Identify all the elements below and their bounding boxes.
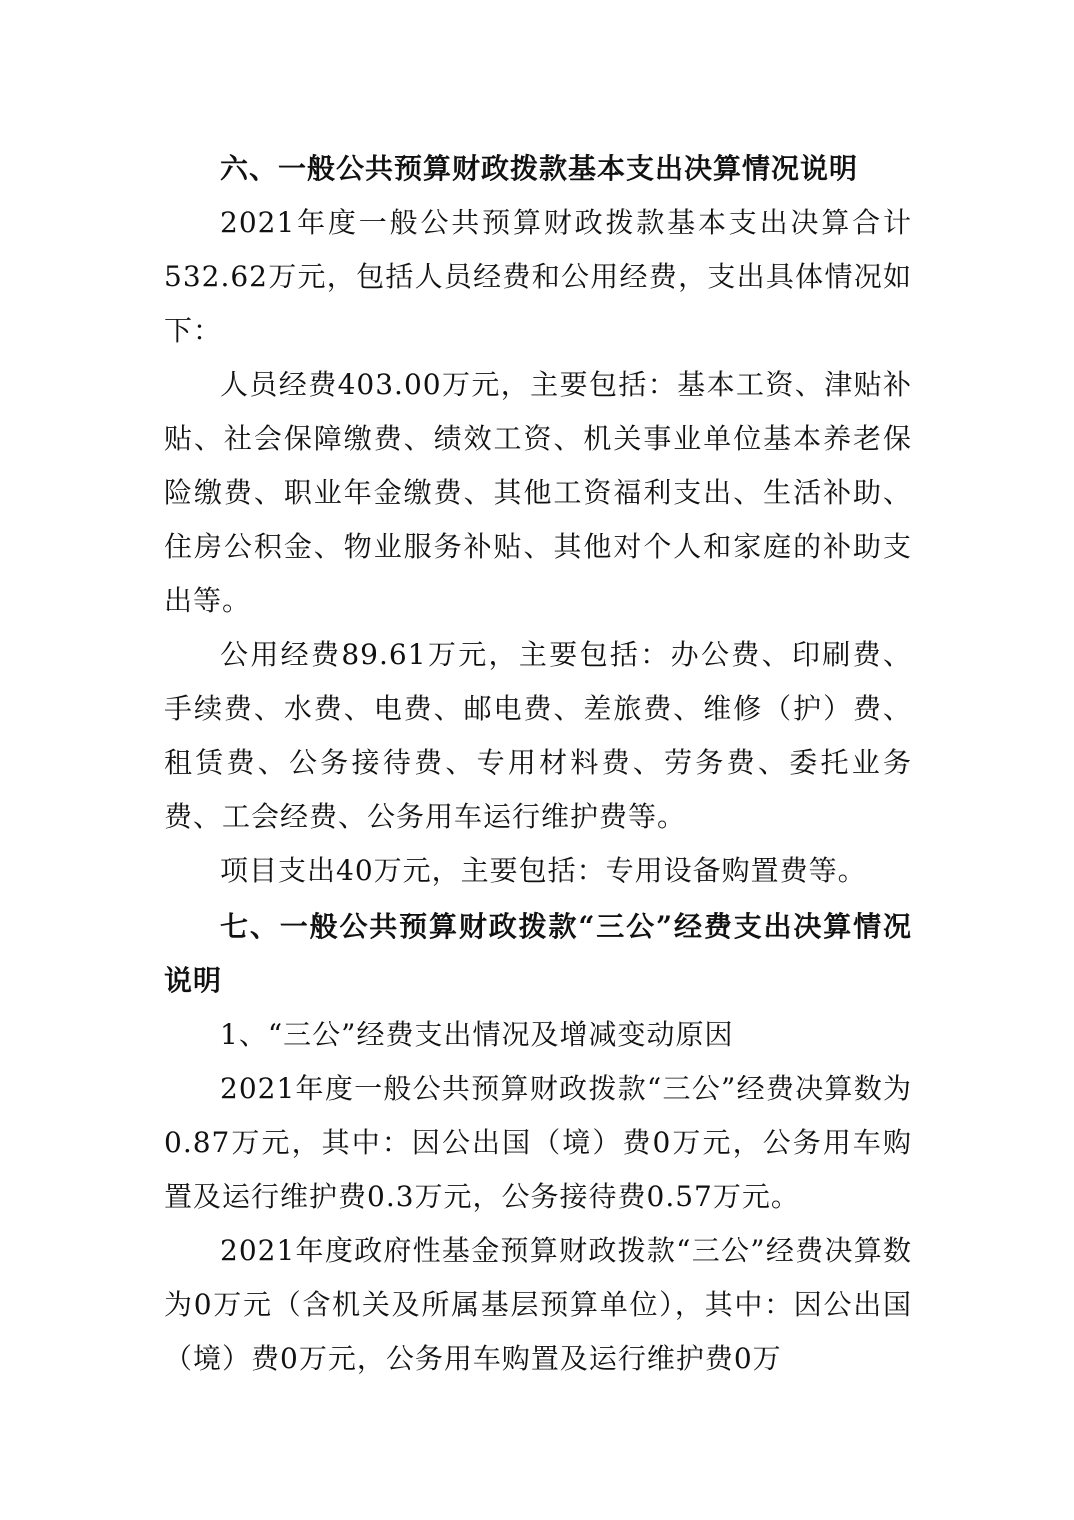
paragraph-project-expenditure: 项目支出40万元，主要包括：专用设备购置费等。: [220, 854, 867, 887]
section-heading-6: 六、一般公共预算财政拨款基本支出决算情况说明: [220, 152, 859, 185]
paragraph-public-expenses: 公用经费89.61万元，主要包括：办公费、印刷费、手续费、水费、电费、邮电费、差旅费、维修（护）费、租赁费、公务接待费、专用材料费、劳务费、委托业务费、工会经费、公务用车运行维护费等。: [164, 638, 912, 833]
paragraph-personnel-expenses: 人员经费403.00万元，主要包括：基本工资、津贴补贴、社会保障缴费、绩效工资、机关事业单位基本养老保险缴费、职业年金缴费、其他工资福利支出、生活补助、住房公积金、物业服务补贴、其他对个人和家庭的补助支出等。: [164, 368, 912, 617]
paragraph-three-public-general-budget: 2021年度一般公共预算财政拨款“三公”经费决算数为0.87万元，其中：因公出国（境）费0万元，公务用车购置及运行维护费0.3万元，公务接待费0.57万元。: [164, 1072, 912, 1213]
document-body: [164, 142, 912, 1386]
paragraph-basic-expenditure-total: 2021年度一般公共预算财政拨款基本支出决算合计532.62万元，包括人员经费和公用经费，支出具体情况如下：: [164, 206, 912, 347]
section-heading-7: 七、一般公共预算财政拨款“三公”经费支出决算情况说明: [164, 910, 912, 997]
paragraph-three-public-fund-budget: 2021年度政府性基金预算财政拨款“三公”经费决算数为0万元（含机关及所属基层预算单位），其中：因公出国（境）费0万元，公务用车购置及运行维护费0万: [164, 1234, 912, 1375]
subsection-heading-1: 1、“三公”经费支出情况及增减变动原因: [220, 1018, 734, 1051]
